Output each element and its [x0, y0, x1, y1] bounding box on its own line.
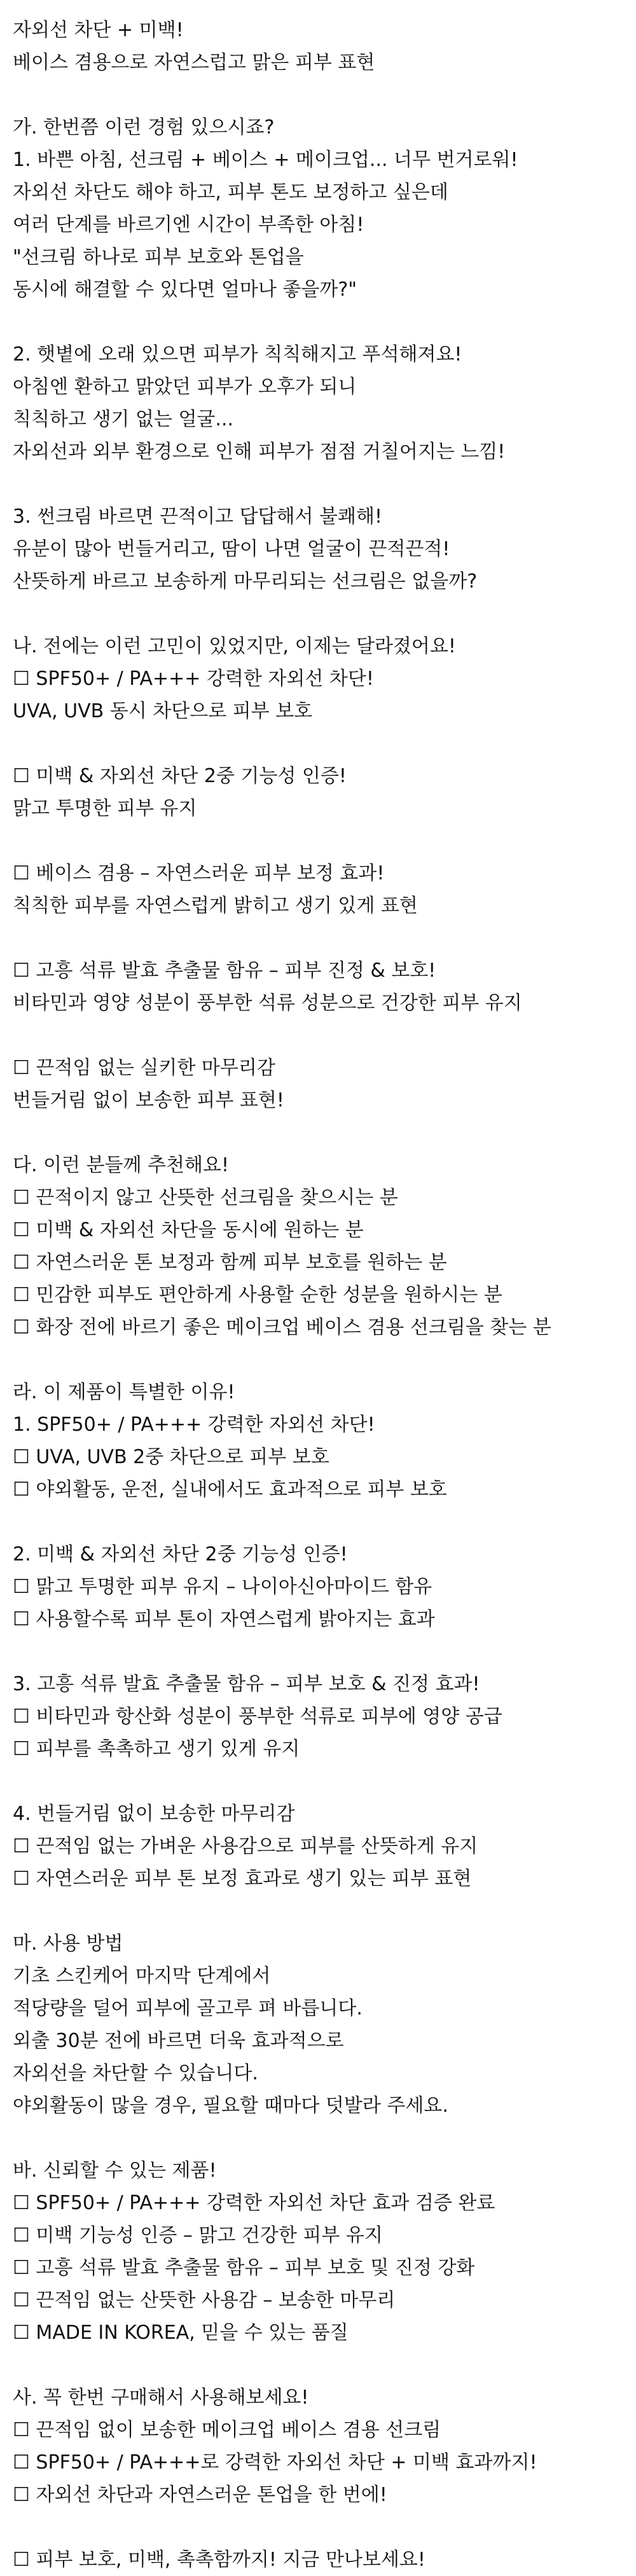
- text-line: 2. 미백 & 자외선 차단 2중 기능성 인증!: [13, 1543, 348, 1566]
- text-line: 가. 한번쯤 이런 경험 있으시죠?: [13, 116, 275, 139]
- text-line: 1. SPF50+ / PA+++ 강력한 자외선 차단!: [13, 1414, 375, 1436]
- text-line: 3. 썬크림 바르면 끈적이고 답답해서 불쾌해!: [13, 506, 382, 528]
- text-line: 칙칙한 피부를 자연스럽게 밝히고 생기 있게 표현: [13, 895, 418, 917]
- text-line: ☐ 사용할수록 피부 톤이 자연스럽게 밝아지는 효과: [13, 1608, 435, 1630]
- text-line: 동시에 해결할 수 있다면 얼마나 좋을까?": [13, 279, 357, 301]
- text-line: ☐ 자연스러운 톤 보정과 함께 피부 보호를 원하는 분: [13, 1251, 447, 1274]
- text-line: ☐ 민감한 피부도 편안하게 사용할 순한 성분을 원하시는 분: [13, 1284, 502, 1306]
- text-line: "선크림 하나로 피부 보호와 톤업을: [13, 246, 304, 268]
- blank-line: [13, 1636, 623, 1668]
- text-line: 여러 단계를 바르기엔 시간이 부족한 아침!: [13, 214, 364, 236]
- text-line: 4. 번들거림 없이 보송한 마무리감: [13, 1803, 295, 1825]
- text-line: ☐ 고흥 석류 발효 추출물 함유 – 피부 진정 & 보호!: [13, 960, 436, 982]
- text-line: ☐ 끈적임 없는 실키한 마무리감: [13, 1057, 275, 1079]
- text-line: 사. 꼭 한번 구매해서 사용해보세요!: [13, 2387, 309, 2409]
- blank-line: [13, 2349, 623, 2381]
- text-line: ☐ 미백 기능성 인증 – 맑고 건강한 피부 유지: [13, 2224, 383, 2247]
- text-line: 바. 신뢰할 수 있는 제품!: [13, 2159, 217, 2182]
- text-line: ☐ 야외활동, 운전, 실내에서도 효과적으로 피부 보호: [13, 1478, 447, 1501]
- text-line: ☐ 피부를 촉촉하고 생기 있게 유지: [13, 1738, 300, 1760]
- text-line: ☐ 끈적임 없는 가벼운 사용감으로 피부를 산뜻하게 유지: [13, 1835, 478, 1857]
- text-line: 산뜻하게 바르고 보송하게 마무리되는 선크림은 없을까?: [13, 570, 478, 593]
- blank-line: [13, 79, 623, 111]
- blank-line: [13, 727, 623, 760]
- text-line: 다. 이런 분들께 추천해요!: [13, 1154, 229, 1176]
- text-line: 비타민과 영양 성분이 풍부한 석류 성분으로 건강한 피부 유지: [13, 992, 522, 1014]
- text-line: 1. 바쁜 아침, 선크림 + 베이스 + 메이크업... 너무 번거로워!: [13, 149, 518, 171]
- text-line: 기초 스킨케어 마지막 단계에서: [13, 1965, 271, 1987]
- text-line: 자외선 차단도 해야 하고, 피부 톤도 보정하고 싶은데: [13, 181, 448, 203]
- blank-line: [13, 1895, 623, 1927]
- blank-line: [13, 1344, 623, 1376]
- text-line: 맑고 투명한 피부 유지: [13, 797, 197, 820]
- text-line: 자외선과 외부 환경으로 인해 피부가 점점 거칠어지는 느낌!: [13, 441, 506, 463]
- text-line: ☐ 자외선 차단과 자연스러운 톤업을 한 번에!: [13, 2484, 387, 2506]
- text-line: ☐ 자연스러운 피부 톤 보정 효과로 생기 있는 피부 표현: [13, 1868, 472, 1890]
- blank-line: [13, 922, 623, 954]
- text-line: 야외활동이 많을 경우, 필요할 때마다 덧발라 주세요.: [13, 2095, 448, 2117]
- text-line: ☐ 끈적임 없는 산뜻한 사용감 – 보송한 마무리: [13, 2289, 396, 2311]
- text-line: 라. 이 제품이 특별한 이유!: [13, 1381, 235, 1403]
- text-line: ☐ SPF50+ / PA+++ 강력한 자외선 차단!: [13, 668, 374, 690]
- text-line: 자외선을 차단할 수 있습니다.: [13, 2062, 258, 2084]
- text-line: ☐ SPF50+ / PA+++로 강력한 자외선 차단 + 미백 효과까지!: [13, 2451, 537, 2474]
- text-line: UVA, UVB 동시 차단으로 피부 보호: [13, 700, 313, 722]
- blank-line: [13, 1019, 623, 1052]
- text-line: ☐ 화장 전에 바르기 좋은 메이크업 베이스 겸용 선크림을 찾는 분: [13, 1316, 551, 1339]
- text-line: 유분이 많아 번들거리고, 땀이 나면 얼굴이 끈적끈적!: [13, 538, 450, 560]
- text-line: ☐ 피부 보호, 미백, 촉촉함까지! 지금 만나보세요!: [13, 2549, 425, 2571]
- text-line: ☐ UVA, UVB 2중 차단으로 피부 보호: [13, 1446, 329, 1468]
- text-line: 적당량을 덜어 피부에 골고루 펴 바릅니다.: [13, 1997, 363, 2020]
- blank-line: [13, 1117, 623, 1149]
- text-line: ☐ MADE IN KOREA, 믿을 수 있는 품질: [13, 2322, 349, 2344]
- text-line: ☐ 고흥 석류 발효 추출물 함유 – 피부 보호 및 진정 강화: [13, 2257, 475, 2279]
- text-line: 칙칙하고 생기 없는 얼굴...: [13, 408, 234, 430]
- text-line: 나. 전에는 이런 고민이 있었지만, 이제는 달라졌어요!: [13, 635, 456, 658]
- text-line: ☐ 끈적이지 않고 산뜻한 선크림을 찾으시는 분: [13, 1187, 398, 1209]
- text-line: ☐ SPF50+ / PA+++ 강력한 자외선 차단 효과 검증 완료: [13, 2192, 495, 2214]
- text-line: 마. 사용 방법: [13, 1932, 123, 1955]
- text-line: ☐ 비타민과 항산화 성분이 풍부한 석류로 피부에 영양 공급: [13, 1705, 502, 1728]
- blank-line: [13, 1765, 623, 1798]
- blank-line: [13, 2122, 623, 2154]
- text-line: 2. 햇볕에 오래 있으면 피부가 칙칙해지고 푸석해져요!: [13, 343, 462, 366]
- text-line: 베이스 겸용으로 자연스럽고 맑은 피부 표현: [13, 52, 375, 74]
- text-line: 외출 30분 전에 바르면 더욱 효과적으로: [13, 2030, 344, 2052]
- blank-line: [13, 306, 623, 338]
- blank-line: [13, 2511, 623, 2544]
- blank-line: [13, 468, 623, 500]
- text-line: ☐ 미백 & 자외선 차단 2중 기능성 인증!: [13, 765, 347, 787]
- text-line: ☐ 끈적임 없이 보송한 메이크업 베이스 겸용 선크림: [13, 2419, 441, 2441]
- text-line: ☐ 맑고 투명한 피부 유지 – 나이아신아마이드 함유: [13, 1576, 432, 1598]
- text-line: 3. 고흥 석류 발효 추출물 함유 – 피부 보호 & 진정 효과!: [13, 1673, 480, 1695]
- text-line: ☐ 미백 & 자외선 차단을 동시에 원하는 분: [13, 1219, 364, 1241]
- blank-line: [13, 598, 623, 630]
- text-line: ☐ 베이스 겸용 – 자연스러운 피부 보정 효과!: [13, 862, 385, 885]
- blank-line: [13, 825, 623, 857]
- text-line: 아침엔 환하고 맑았던 피부가 오후가 되니: [13, 376, 357, 398]
- text-line: 번들거림 없이 보송한 피부 표현!: [13, 1089, 284, 1112]
- blank-line: [13, 1506, 623, 1538]
- text-line: 자외선 차단 + 미백!: [13, 19, 184, 41]
